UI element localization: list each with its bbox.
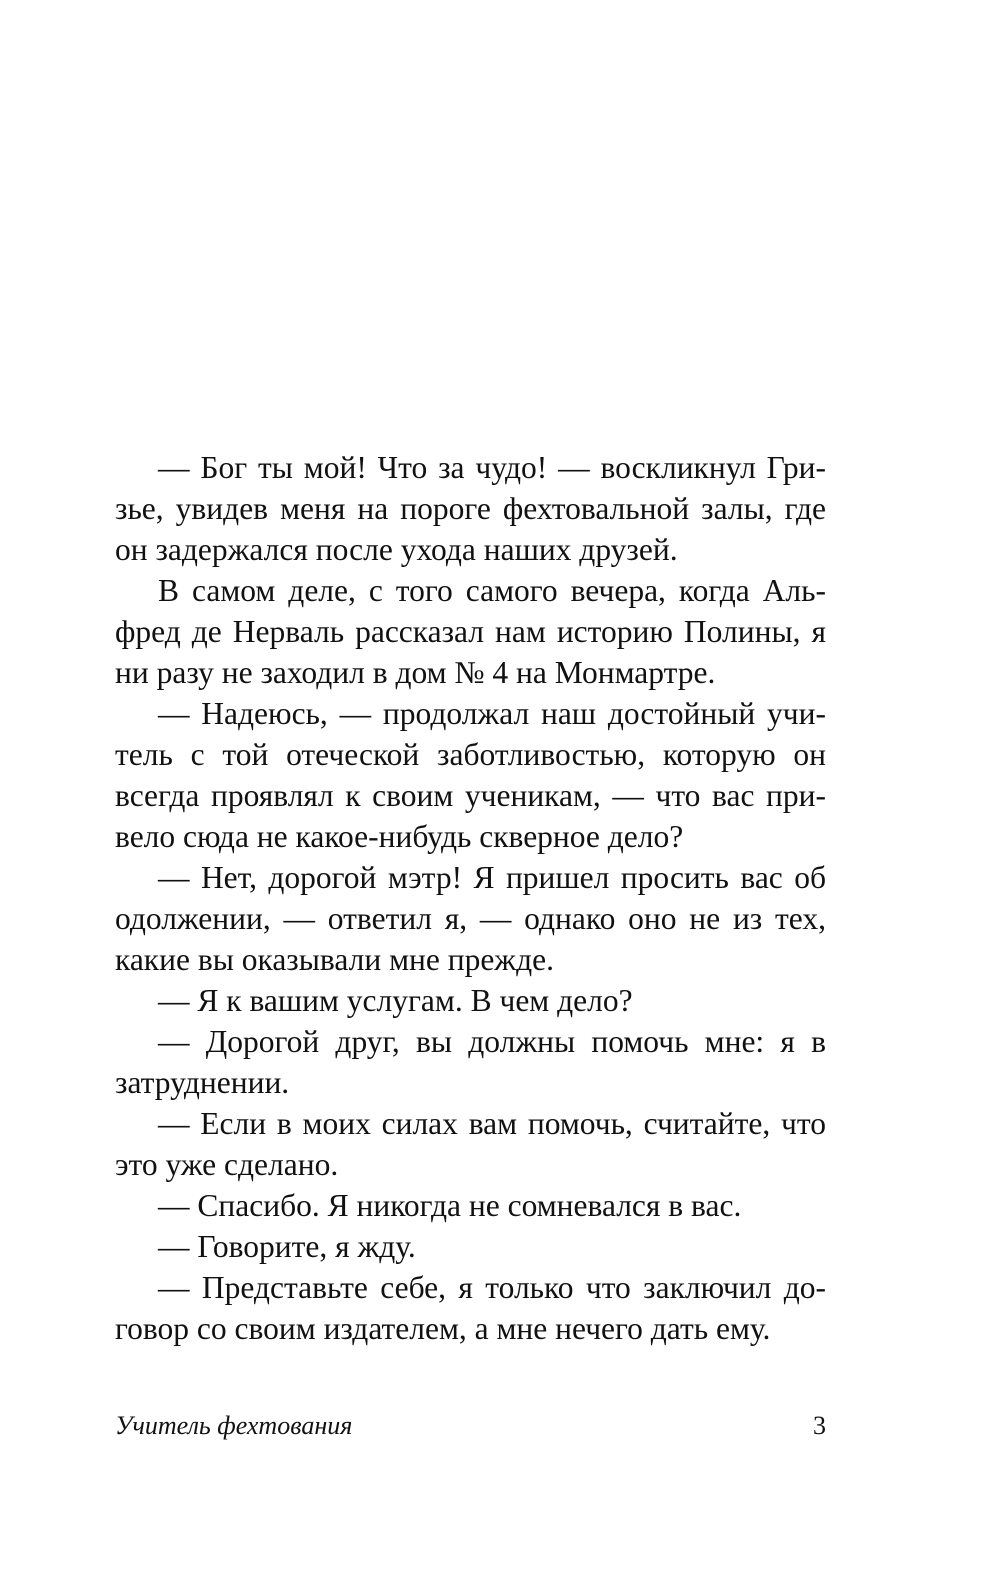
- paragraph: — Я к вашим услугам. В чем дело?: [158, 983, 633, 1018]
- paragraph: — Представьте себе, я только что заключил договор со своим издателем, а мне нечего дать ему.: [115, 1270, 826, 1346]
- running-footer-title: Учитель фехтования: [115, 1411, 353, 1440]
- paragraph: — Говорите, я жду.: [158, 1229, 416, 1264]
- paragraph: — Бог ты мой! Что за чудо! — воскликнул Гризье, увидев меня на пороге фехтовальной залы, где он задержался после ухода наших друзей.: [115, 450, 826, 567]
- paragraph: — Если в моих силах вам помочь, считайте, что это уже сделано.: [115, 1106, 826, 1182]
- paragraph: В самом деле, с того самого вечера, когда Альфред де Нерваль рассказал нам историю Полины, я ни разу не заходил в дом № 4 на Монмартре.: [115, 573, 826, 690]
- paragraph: — Дорогой друг, вы должны помочь мне: я в затруднении.: [115, 1024, 826, 1100]
- paragraph: — Надеюсь, — продолжал наш достойный учитель с той отеческой заботливостью, которую он всегда проявлял к своим ученикам, — что вас привело сюда не какое-нибудь скверное дело?: [115, 696, 826, 854]
- page-number: 3: [813, 1411, 826, 1440]
- paragraph: — Спасибо. Я никогда не сомневался в вас.: [158, 1188, 742, 1223]
- paragraph: — Нет, дорогой мэтр! Я пришел просить вас об одолжении, — ответил я, — однако оно не из тех, какие вы оказывали мне прежде.: [115, 860, 826, 977]
- page-body: [115, 447, 826, 1349]
